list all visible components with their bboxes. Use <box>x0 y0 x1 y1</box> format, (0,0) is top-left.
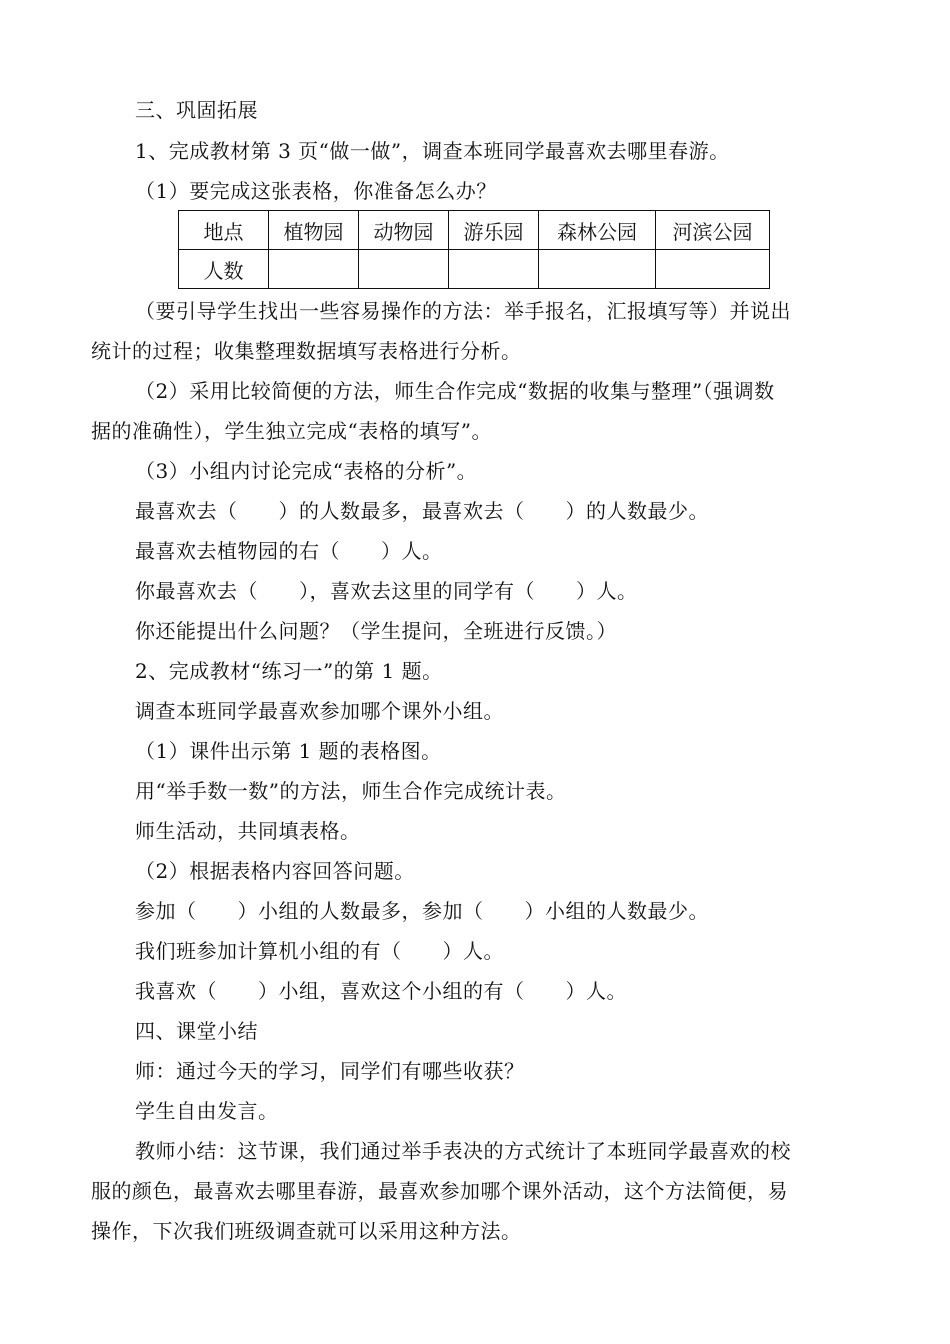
summary-line: 操作，下次我们班级调查就可以采用这种方法。 <box>91 1219 522 1243</box>
section4-heading: 四、课堂小结 <box>135 1019 258 1043</box>
table-cell <box>449 250 539 289</box>
item2-method: 用“举手数一数”的方法，师生合作完成统计表。 <box>135 779 567 803</box>
note-line: 统计的过程；收集整理数据填写表格进行分析。 <box>91 339 522 363</box>
section3-heading: 三、巩固拓展 <box>135 98 258 122</box>
item1-question1: （1）要完成这张表格，你准备怎么办？ <box>135 179 497 203</box>
teacher-question: 师：通过今天的学习，同学们有哪些收获？ <box>135 1059 525 1083</box>
summary-line: 教师小结：这节课，我们通过举手表决的方式统计了本班同学最喜欢的校 <box>135 1139 791 1163</box>
question2-line: （2）采用比较简便的方法，师生合作完成“数据的收集与整理”（强调数 <box>135 379 775 403</box>
fill-in-line: 你还能提出什么问题？（学生提问，全班进行反馈。） <box>135 619 617 643</box>
fill-in-line: 最喜欢去植物园的右（ ）人。 <box>135 539 443 563</box>
table-header-cell: 河滨公园 <box>656 211 770 250</box>
fill-in-line: 我们班参加计算机小组的有（ ）人。 <box>135 939 504 963</box>
fill-in-line: 我喜欢（ ）小组，喜欢这个小组的有（ ）人。 <box>135 979 627 1003</box>
table-cell <box>656 250 770 289</box>
table-cell <box>359 250 449 289</box>
table-cell <box>269 250 359 289</box>
item2-question1: （1）课件出示第 1 题的表格图。 <box>135 739 442 763</box>
fill-in-line: 参加（ ）小组的人数最多，参加（ ）小组的人数最少。 <box>135 899 709 923</box>
item1-text: 1、完成教材第 3 页“做一做”，调查本班同学最喜欢去哪里春游。 <box>135 139 730 163</box>
fill-in-line: 最喜欢去（ ）的人数最多，最喜欢去（ ）的人数最少。 <box>135 499 709 523</box>
item2-activity: 师生活动，共同填表格。 <box>135 819 361 843</box>
table-header-cell: 动物园 <box>359 211 449 250</box>
students-response: 学生自由发言。 <box>135 1099 279 1123</box>
question2-line: 据的准确性），学生独立完成“表格的填写”。 <box>91 419 492 443</box>
table-header-cell: 植物园 <box>269 211 359 250</box>
table-header-cell: 森林公园 <box>539 211 656 250</box>
table-header-cell: 地点 <box>179 211 269 250</box>
item2-description: 调查本班同学最喜欢参加哪个课外小组。 <box>135 699 504 723</box>
question3-text: （3）小组内讨论完成“表格的分析”。 <box>135 459 478 483</box>
table-header-cell: 游乐园 <box>449 211 539 250</box>
table-row-label: 人数 <box>179 250 269 289</box>
spring-outing-table <box>178 210 770 289</box>
fill-in-line: 你最喜欢去（ ），喜欢去这里的同学有（ ）人。 <box>135 579 638 603</box>
table-cell <box>539 250 656 289</box>
table-header-row <box>179 211 770 250</box>
table-row <box>179 250 770 289</box>
summary-line: 服的颜色，最喜欢去哪里春游，最喜欢参加哪个课外活动，这个方法简便，易 <box>91 1179 788 1203</box>
note-line: （要引导学生找出一些容易操作的方法：举手报名，汇报填写等）并说出 <box>135 299 791 323</box>
item2-question2: （2）根据表格内容回答问题。 <box>135 859 415 883</box>
item2-text: 2、完成教材“练习一”的第 1 题。 <box>135 659 443 683</box>
